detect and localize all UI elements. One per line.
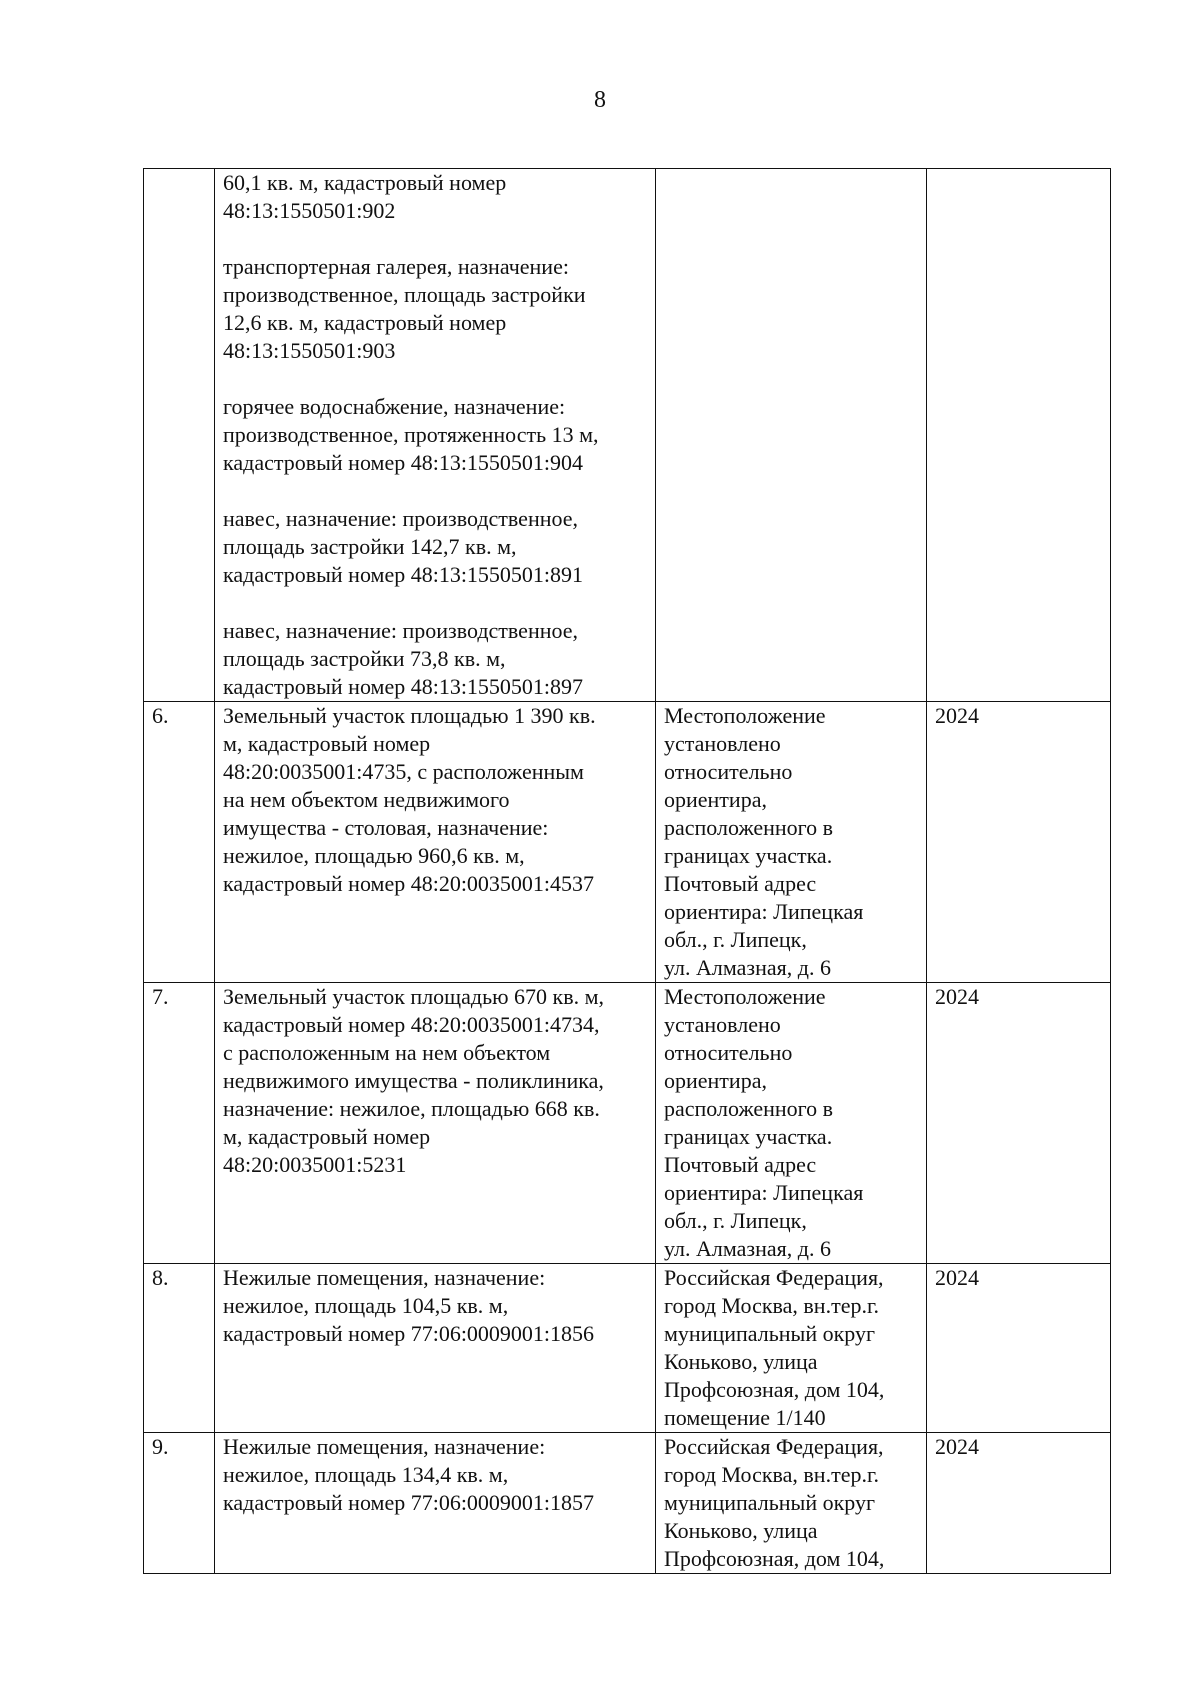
address-line: Российская Федерация,	[664, 1434, 884, 1459]
description-line: производственное, площадь застройки	[223, 282, 586, 307]
year-cell: 2024	[927, 983, 1111, 1264]
description-line: горячее водоснабжение, назначение:	[223, 394, 566, 419]
property-description-cell	[215, 983, 656, 1264]
year-cell: 2024	[927, 702, 1111, 983]
address-line: Коньково, улица	[664, 1518, 818, 1543]
address-line: границах участка.	[664, 843, 833, 868]
row-number-cell: 6.	[144, 702, 215, 983]
property-description-cell	[215, 1264, 656, 1433]
address-line: Местоположение	[664, 703, 826, 728]
address-line: расположенного в	[664, 1096, 834, 1121]
description-line: транспортерная галерея, назначение:	[223, 254, 569, 279]
address-line: муниципальный округ	[664, 1321, 876, 1346]
address-line: границах участка.	[664, 1124, 833, 1149]
table-row	[144, 1264, 1111, 1433]
property-description-cell	[215, 702, 656, 983]
address-cell	[656, 1264, 927, 1433]
description-line: с расположенным на нем объектом	[223, 1040, 551, 1065]
paragraph-gap	[223, 589, 649, 617]
table-row	[144, 169, 1111, 702]
paragraph-gap	[223, 365, 649, 393]
description-line: Нежилые помещения, назначение:	[223, 1265, 546, 1290]
address-line: ориентира,	[664, 1068, 767, 1093]
year-cell: 2024	[927, 1264, 1111, 1433]
description-line: нежилое, площадью 960,6 кв. м,	[223, 843, 525, 868]
table-row	[144, 1433, 1111, 1574]
description-line: кадастровый номер 77:06:0009001:1856	[223, 1321, 595, 1346]
description-line: 60,1 кв. м, кадастровый номер	[223, 170, 507, 195]
description-line: Нежилые помещения, назначение:	[223, 1434, 546, 1459]
paragraph-gap	[223, 477, 649, 505]
row-number-cell: 7.	[144, 983, 215, 1264]
description-line: навес, назначение: производственное,	[223, 506, 579, 531]
row-number-cell	[144, 169, 215, 702]
address-line: помещение 1/140	[664, 1405, 826, 1430]
address-line: город Москва, вн.тер.г.	[664, 1462, 879, 1487]
description-line: производственное, протяженность 13 м,	[223, 422, 599, 447]
description-line: 48:13:1550501:903	[223, 338, 396, 363]
description-line: нежилое, площадь 104,5 кв. м,	[223, 1293, 509, 1318]
description-line: кадастровый номер 48:13:1550501:891	[223, 562, 584, 587]
address-line: ул. Алмазная, д. 6	[664, 955, 831, 980]
address-line: Почтовый адрес	[664, 1152, 817, 1177]
year-cell: 2024	[927, 1433, 1111, 1574]
description-line: имущества - столовая, назначение:	[223, 815, 549, 840]
address-line: Профсоюзная, дом 104,	[664, 1377, 885, 1402]
description-line: на нем объектом недвижимого	[223, 787, 510, 812]
address-line: Почтовый адрес	[664, 871, 817, 896]
description-line: кадастровый номер 77:06:0009001:1857	[223, 1490, 595, 1515]
address-line: ориентира: Липецкая	[664, 899, 864, 924]
description-line: навес, назначение: производственное,	[223, 618, 579, 643]
property-table-body	[144, 169, 1111, 1574]
address-line: Местоположение	[664, 984, 826, 1009]
paragraph-gap	[223, 225, 649, 253]
description-line: нежилое, площадь 134,4 кв. м,	[223, 1462, 509, 1487]
address-cell	[656, 1433, 927, 1574]
description-line: кадастровый номер 48:13:1550501:904	[223, 450, 584, 475]
address-cell	[656, 702, 927, 983]
address-line: Российская Федерация,	[664, 1265, 884, 1290]
description-line: кадастровый номер 48:13:1550501:897	[223, 674, 584, 699]
description-line: 48:20:0035001:5231	[223, 1152, 407, 1177]
description-line: м, кадастровый номер	[223, 1124, 431, 1149]
property-description-cell	[215, 169, 656, 702]
address-line: установлено	[664, 1012, 781, 1037]
address-line: относительно	[664, 1040, 793, 1065]
description-line: кадастровый номер 48:20:0035001:4537	[223, 871, 595, 896]
address-cell	[656, 983, 927, 1264]
description-line: площадь застройки 73,8 кв. м,	[223, 646, 506, 671]
address-line: город Москва, вн.тер.г.	[664, 1293, 879, 1318]
address-cell	[656, 169, 927, 702]
address-line: муниципальный округ	[664, 1490, 876, 1515]
address-line: установлено	[664, 731, 781, 756]
address-line: ул. Алмазная, д. 6	[664, 1236, 831, 1261]
description-line: недвижимого имущества - поликлиника,	[223, 1068, 604, 1093]
description-line: 12,6 кв. м, кадастровый номер	[223, 310, 507, 335]
address-line: относительно	[664, 759, 793, 784]
description-line: кадастровый номер 48:20:0035001:4734,	[223, 1012, 600, 1037]
description-line: Земельный участок площадью 1 390 кв.	[223, 703, 596, 728]
description-line: 48:20:0035001:4735, с расположенным	[223, 759, 584, 784]
table-row	[144, 702, 1111, 983]
description-line: м, кадастровый номер	[223, 731, 431, 756]
property-description-cell	[215, 1433, 656, 1574]
address-line: обл., г. Липецк,	[664, 927, 807, 952]
address-line: обл., г. Липецк,	[664, 1208, 807, 1233]
table-row	[144, 983, 1111, 1264]
description-line: назначение: нежилое, площадью 668 кв.	[223, 1096, 600, 1121]
row-number-cell: 9.	[144, 1433, 215, 1574]
description-line: Земельный участок площадью 670 кв. м,	[223, 984, 605, 1009]
address-line: ориентира,	[664, 787, 767, 812]
address-line: Профсоюзная, дом 104,	[664, 1546, 885, 1571]
address-line: Коньково, улица	[664, 1349, 818, 1374]
year-cell	[927, 169, 1111, 702]
address-line: ориентира: Липецкая	[664, 1180, 864, 1205]
description-line: площадь застройки 142,7 кв. м,	[223, 534, 517, 559]
page-number: 8	[594, 87, 606, 113]
row-number-cell: 8.	[144, 1264, 215, 1433]
description-line: 48:13:1550501:902	[223, 198, 396, 223]
address-line: расположенного в	[664, 815, 834, 840]
property-table	[143, 168, 1111, 1574]
